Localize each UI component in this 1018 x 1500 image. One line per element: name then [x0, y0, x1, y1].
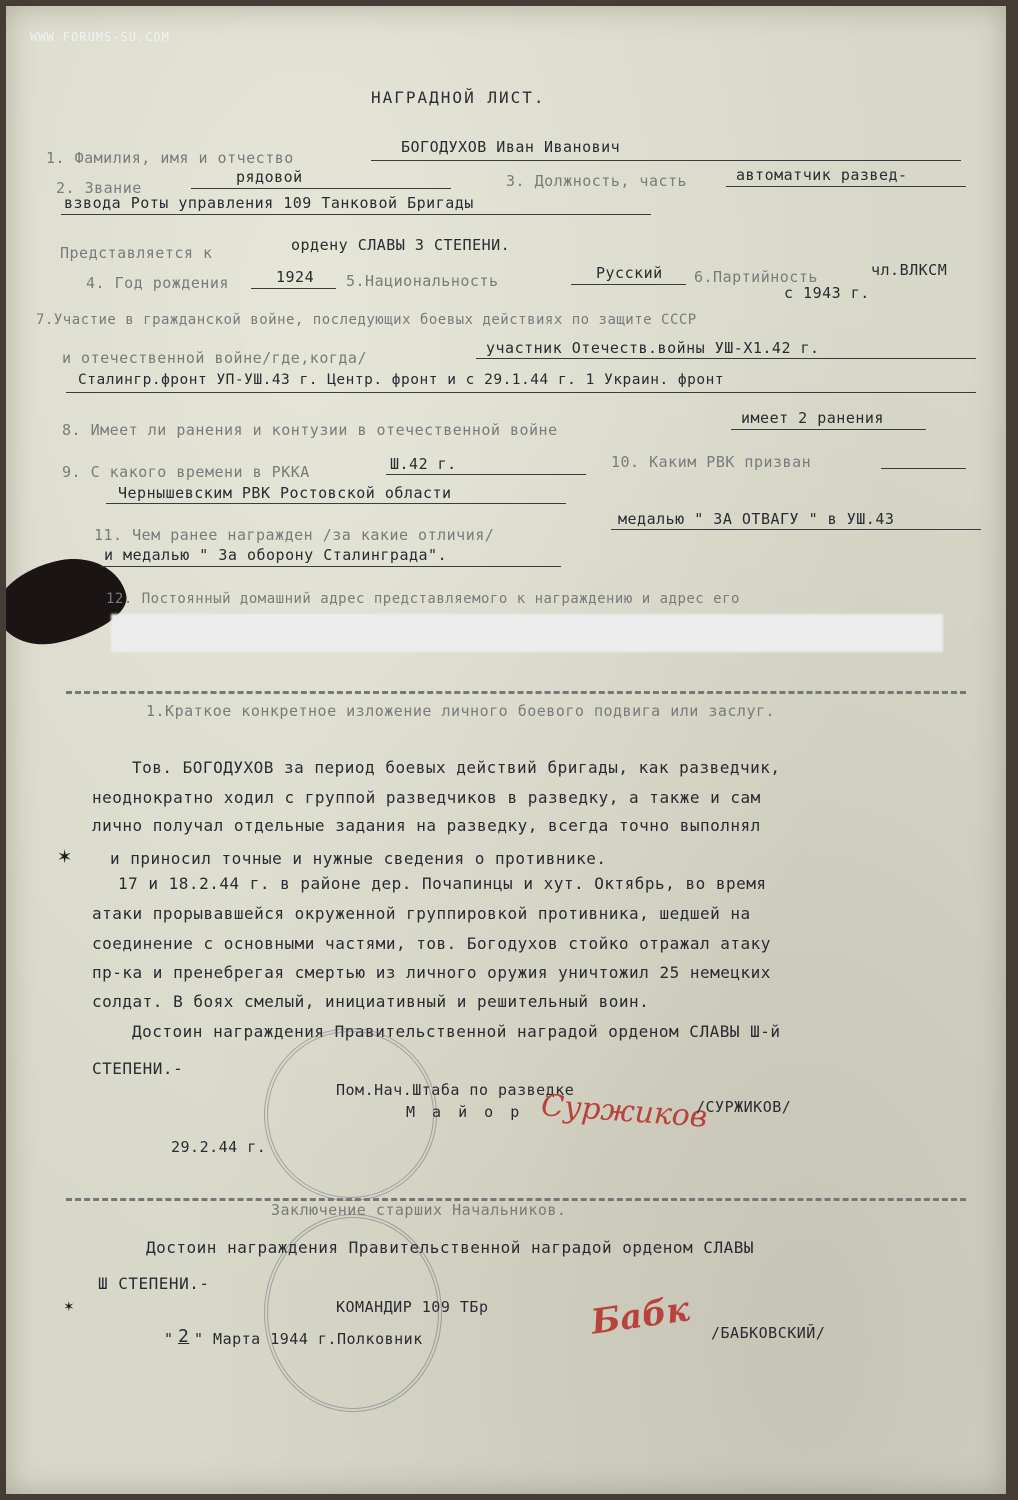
rule: [191, 188, 451, 189]
body-line: пр-ка и пренебрегая смертью из личного оружия уничтожил 25 немецких: [92, 963, 771, 982]
body-line: солдат. В боях смелый, инициативный и решительный воин.: [92, 992, 650, 1011]
signer-2-date-day: 2: [178, 1326, 190, 1347]
signer-2-signature: Бабк: [588, 1289, 692, 1343]
presented-value: ордену СЛАВЫ 3 СТЕПЕНИ.: [291, 236, 511, 254]
field-5-label: 5.Национальность: [346, 272, 499, 290]
ink-mark-star: ✶: [64, 1296, 74, 1315]
signer-1-rank: М а й о р: [406, 1103, 524, 1121]
rule: [571, 284, 686, 285]
conclusion-line: Достоин награждения Правительственной наградой орденом СЛАВЫ: [146, 1238, 754, 1257]
signer-2-date-open: ": [164, 1330, 174, 1348]
conclusion-heading: Заключение старших Начальников.: [271, 1201, 567, 1219]
document-title: НАГРАДНОЙ ЛИСТ.: [371, 88, 546, 107]
site-watermark: WWW.FORUMS-SU.COM: [30, 30, 170, 44]
rule: [106, 503, 566, 504]
body-line: соединение с основными частями, тов. Богодухов стойко отражал атаку: [92, 934, 771, 953]
body-line: Тов. БОГОДУХОВ за период боевых действий бригады, как разведчик,: [132, 758, 781, 777]
signer-1-signature: Суржиков: [539, 1088, 709, 1135]
field-3-value: автоматчик развед-: [736, 166, 908, 184]
field-11-value: медалью " ЗА ОТВАГУ " в УШ.43: [618, 510, 895, 528]
field-1-label: 1. Фамилия, имя и отчество: [46, 149, 294, 167]
rule: [101, 566, 561, 567]
rule: [66, 392, 976, 393]
field-11-label: 11. Чем ранее награжден /за какие отличия/: [94, 526, 495, 544]
field-6-value-cont: с 1943 г.: [784, 284, 870, 302]
rule: [386, 474, 586, 475]
field-7-label: 7.Участие в гражданской войне, последующих боевых действиях по защите СССР: [36, 312, 697, 328]
field-3-value-cont: взвода Роты управления 109 Танковой Бригады: [64, 194, 474, 212]
body-line: Достоин награждения Правительственной наградой орденом СЛАВЫ Ш-й: [132, 1022, 781, 1041]
field-2-value: рядовой: [236, 168, 303, 186]
section-divider: [66, 691, 966, 694]
conclusion-line: Ш СТЕПЕНИ.-: [98, 1274, 210, 1293]
field-8-label: 8. Имеет ли ранения и контузии в отечественной войне: [62, 421, 558, 439]
signer-2-date-rest: " Марта 1944 г.Полковник: [194, 1330, 423, 1348]
field-11-value-cont: и медалью " За оборону Сталинграда".: [104, 546, 448, 564]
field-6-value: чл.ВЛКСМ: [871, 261, 948, 279]
rule: [371, 160, 961, 161]
signer-2-position: КОМАНДИР 109 ТБр: [336, 1298, 489, 1316]
field-6-label: 6.Партийность: [694, 268, 818, 286]
rule: [61, 214, 651, 215]
field-7-label-cont: и отечественной войне/где,когда/: [62, 349, 367, 367]
body-line: атаки прорывавшейся окруженной группировкой противника, шедшей на: [92, 904, 751, 923]
presented-label: Представляется к: [60, 244, 213, 262]
field-7-value: участник Отечеств.войны УШ-Х1.42 г.: [486, 339, 820, 357]
field-7-value-cont: Сталингр.фронт УП-УШ.43 г. Центр. фронт и с 29.1.44 г. 1 Украин. фронт: [78, 372, 725, 388]
rule: [881, 468, 966, 469]
signer-1-date: 29.2.44 г.: [171, 1138, 267, 1156]
field-1-value: БОГОДУХОВ Иван Иванович: [401, 138, 621, 156]
rule: [726, 186, 966, 187]
field-8-value: имеет 2 ранения: [741, 409, 884, 427]
rule: [611, 529, 981, 530]
signer-2-name: /БАБКОВСКИЙ/: [711, 1324, 826, 1342]
field-4-label: 4. Год рождения: [86, 274, 229, 292]
field-10-label: 10. Каким РВК призван: [611, 453, 812, 471]
field-9-label: 9. С какого времени в РККА: [62, 463, 310, 481]
rule: [731, 429, 926, 430]
field-5-value: Русский: [596, 264, 663, 282]
ink-mark-star: ✶: [58, 844, 72, 869]
section-1-heading: 1.Краткое конкретное изложение личного боевого подвига или заслуг.: [146, 702, 776, 720]
field-2-label: 2. Звание: [56, 179, 142, 197]
body-line: и приносил точные и нужные сведения о противнике.: [110, 849, 607, 868]
redacted-address: [111, 614, 943, 652]
body-line: неоднократно ходил с группой разведчиков в разведку, а также и сам: [92, 788, 761, 807]
award-sheet: [6, 6, 1006, 1494]
body-line: 17 и 18.2.44 г. в районе дер. Почапинцы и хут. Октябрь, во время: [118, 874, 767, 893]
field-9-value: Ш.42 г.: [390, 455, 457, 473]
rule: [251, 288, 336, 289]
field-3-label: 3. Должность, часть: [506, 172, 688, 190]
body-line: СТЕПЕНИ.-: [92, 1059, 184, 1078]
signer-1-name: /СУРЖИКОВ/: [696, 1098, 792, 1116]
body-line: лично получал отдельные задания на разведку, всегда точно выполнял: [92, 816, 761, 835]
field-12-label: 12. Постоянный домашний адрес представляемого к награждению и адрес его: [106, 591, 740, 607]
field-4-value: 1924: [276, 268, 315, 286]
field-10-value: Чернышевским РВК Ростовской области: [118, 484, 452, 502]
signer-1-position: Пом.Нач.Штаба по разведке: [336, 1081, 575, 1099]
rule: [476, 358, 976, 359]
